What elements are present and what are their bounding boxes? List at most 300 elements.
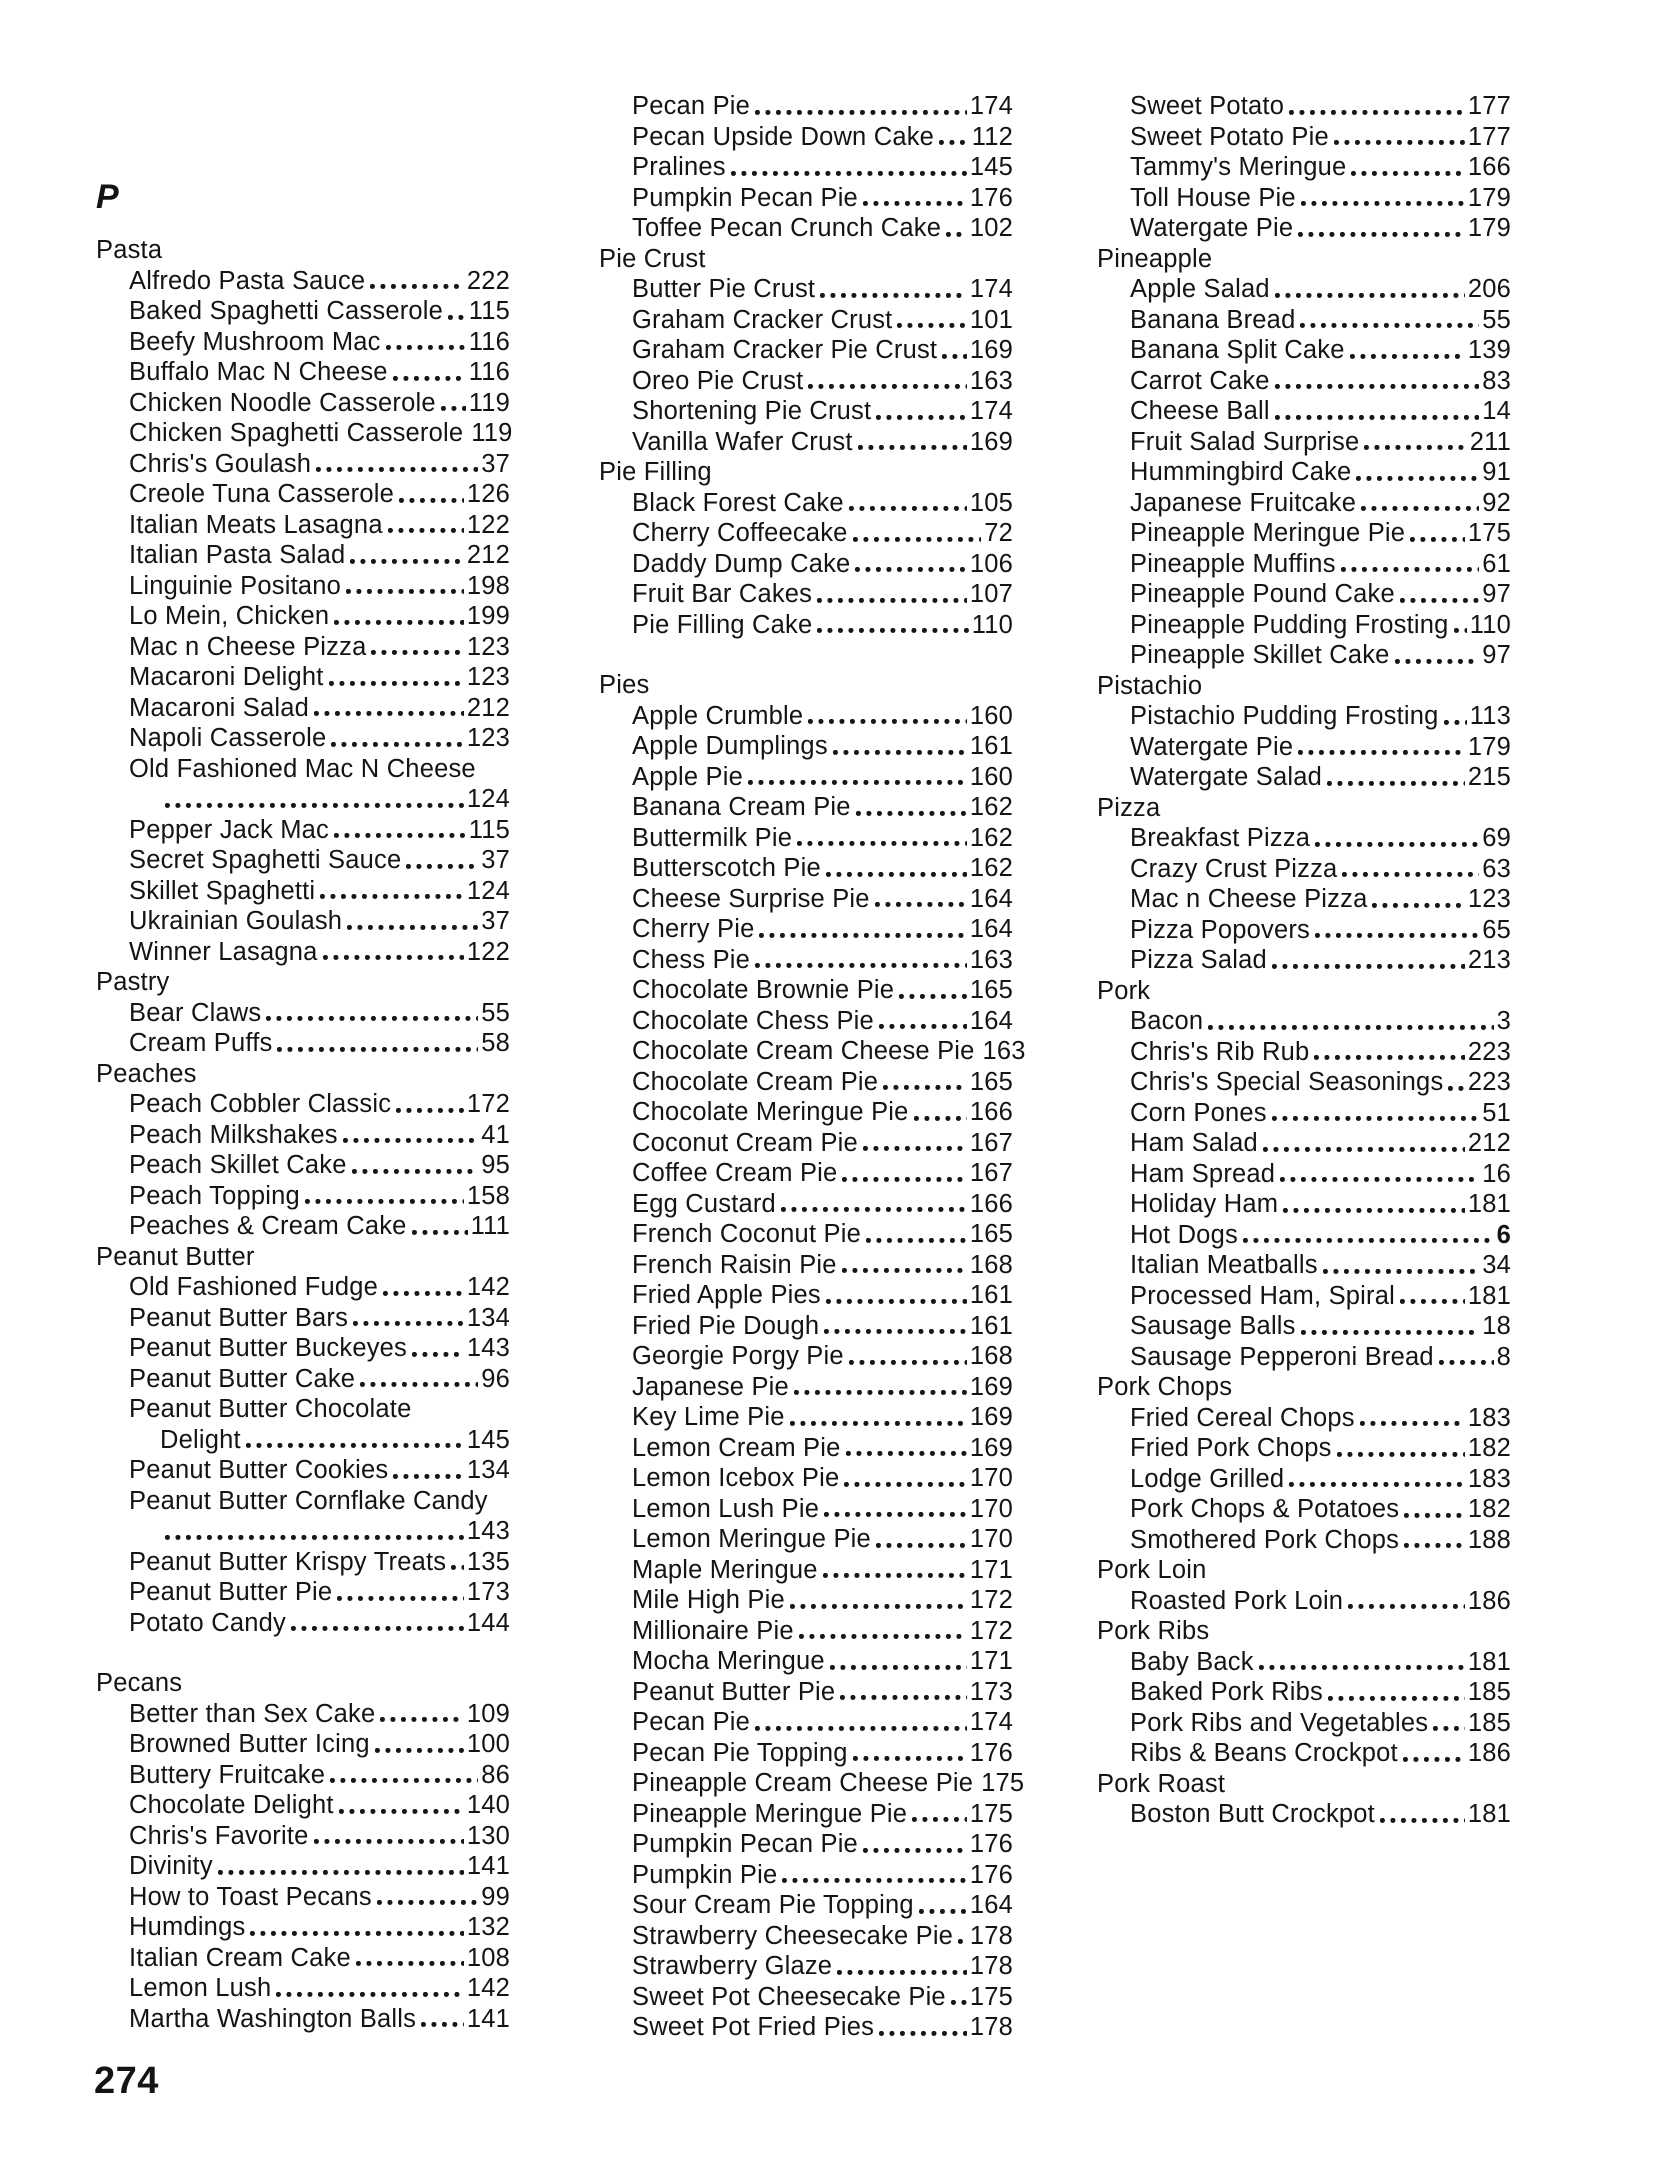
entry-page-number: 55: [1482, 305, 1511, 334]
entry-title: Banana Split Cake: [1130, 336, 1345, 364]
index-entry: [96, 1882, 510, 1913]
dot-leader: [1301, 201, 1465, 207]
index-entry: [1097, 945, 1511, 976]
entry-title: Linguinie Positano: [129, 571, 342, 600]
entry-title: Cream Puffs: [129, 1029, 273, 1057]
index-entry: [96, 876, 510, 907]
entry-title: Lemon Icebox Pie: [632, 1464, 840, 1492]
dot-leader: [329, 681, 464, 687]
dot-leader: [844, 1482, 967, 1488]
dot-leader: [441, 406, 466, 412]
entry-page-number: 124: [466, 876, 510, 905]
entry-page-number: 179: [1467, 214, 1511, 242]
dot-leader: [1243, 1238, 1494, 1244]
index-entry: [599, 1799, 1013, 1830]
entry-page-number: 91: [1482, 458, 1511, 486]
index-entry: [599, 914, 1013, 945]
dot-leader: [291, 1626, 464, 1632]
entry-title: Pineapple Pound Cake: [1130, 580, 1395, 608]
entry-page-number: 14: [1482, 397, 1511, 425]
entry-page-number: 176: [969, 183, 1013, 212]
entry-page-number: 109: [466, 1699, 510, 1728]
dot-leader: [305, 1199, 464, 1205]
index-entry: [1097, 1647, 1511, 1678]
dot-leader: [1350, 354, 1465, 360]
entry-page-number: 130: [466, 1821, 510, 1850]
entry-title: Lodge Grilled: [1130, 1464, 1285, 1493]
index-entry: [96, 540, 510, 571]
entry-title: Winner Lasagna: [129, 937, 318, 966]
entry-title: Banana Bread: [1130, 305, 1296, 334]
dot-leader: [250, 1931, 463, 1937]
entry-page-number: 212: [466, 693, 510, 722]
dot-leader: [849, 506, 967, 512]
dot-leader: [830, 1665, 967, 1671]
dot-leader: [942, 354, 967, 360]
entry-page-number: 92: [1482, 488, 1511, 517]
index-entry: [1097, 1525, 1511, 1556]
entry-page-number: 175: [981, 1769, 1025, 1797]
page-number: 274: [94, 2060, 159, 2102]
index-entry: [1097, 1494, 1511, 1525]
index-column-2: [599, 91, 1026, 2043]
entry-page-number: 172: [969, 1616, 1013, 1645]
dot-leader: [314, 1839, 464, 1845]
entry-title: Napoli Casserole: [129, 724, 327, 752]
entry-title: Chicken Noodle Casserole: [129, 388, 436, 417]
index-entry: [1097, 1098, 1511, 1129]
entry-title: Pecan Pie: [632, 92, 751, 120]
dot-leader: [914, 1116, 967, 1122]
entry-title: Sausage Balls: [1130, 1312, 1296, 1340]
dot-leader: [863, 1848, 967, 1854]
dot-leader: [858, 445, 967, 451]
dot-leader: [1403, 1757, 1465, 1763]
section-heading: Pastry: [96, 968, 170, 996]
index-entry: [1097, 610, 1511, 641]
entry-page-number: 119: [468, 388, 510, 417]
dot-leader: [1289, 1482, 1465, 1488]
entry-page-number: 171: [969, 1647, 1013, 1675]
entry-page-number: 177: [1467, 122, 1511, 151]
entry-title: Pizza Popovers: [1130, 915, 1310, 944]
index-entry: [96, 1120, 510, 1151]
index-entry: [96, 1089, 510, 1120]
index-section-pasta: [96, 235, 513, 967]
dot-leader: [334, 620, 464, 626]
index-entry: [599, 1646, 1013, 1677]
dot-leader: [277, 1047, 478, 1053]
index-entry: [599, 427, 1013, 458]
entry-page-number: 170: [969, 1464, 1013, 1492]
index-entry: [1097, 762, 1511, 793]
section-heading: Pork Roast: [1097, 1769, 1226, 1798]
entry-page-number: 177: [1467, 92, 1511, 120]
entry-page-number: 175: [969, 1799, 1013, 1828]
dot-leader: [837, 1970, 967, 1976]
index-entry: [599, 1829, 1013, 1860]
dot-leader: [343, 1138, 479, 1144]
entry-page-number: 6: [1496, 1220, 1511, 1249]
entry-title: Cherry Pie: [632, 915, 755, 943]
entry-title: Italian Meats Lasagna: [129, 510, 383, 539]
index-section-pastry: [96, 967, 510, 1059]
section-heading: Pork Ribs: [1097, 1617, 1210, 1645]
entry-page-number: 123: [466, 663, 510, 691]
entry-page-number: 140: [466, 1791, 510, 1819]
dot-leader: [352, 1169, 479, 1175]
entry-title: Peanut Butter Pie: [632, 1677, 836, 1706]
entry-title: Sweet Pot Fried Pies: [632, 2013, 875, 2041]
index-column-1: [96, 91, 513, 2034]
entry-title: Macaroni Salad: [129, 693, 309, 722]
entry-page-number: 169: [969, 1372, 1013, 1401]
index-entry: [1097, 152, 1511, 183]
section-heading: Pie Filling: [599, 458, 712, 486]
index-entry: [599, 1341, 1013, 1372]
section-heading: Pork Loin: [1097, 1556, 1207, 1584]
dot-leader: [1433, 1726, 1465, 1732]
index-entry: [96, 1608, 510, 1639]
dot-leader: [246, 1443, 464, 1449]
entry-page-number: 169: [969, 427, 1013, 456]
dot-leader: [946, 232, 967, 238]
index-entry: [599, 1372, 1013, 1403]
entry-title: Peach Cobbler Classic: [129, 1090, 392, 1118]
index-section-pecans: [96, 1668, 510, 2034]
dot-leader: [808, 384, 966, 390]
entry-page-number: 165: [969, 1067, 1013, 1096]
index-entry: [1097, 1342, 1511, 1373]
dot-leader: [330, 1778, 478, 1784]
entry-page-number: 122: [466, 937, 510, 966]
entry-title: Apple Salad: [1130, 275, 1270, 303]
entry-title: Chocolate Brownie Pie: [632, 976, 895, 1004]
entry-title: Pecan Pie: [632, 1708, 751, 1736]
entry-page-number: 173: [466, 1578, 510, 1606]
index-entry: [599, 1219, 1013, 1250]
entry-page-number: 135: [466, 1547, 510, 1576]
entry-title: Peanut Butter Pie: [129, 1578, 333, 1606]
index-entry: [1097, 396, 1511, 427]
index-entry: [1097, 854, 1511, 885]
dot-leader: [1315, 933, 1479, 939]
entry-title: Boston Butt Crockpot: [1130, 1800, 1375, 1828]
dot-leader: [1327, 781, 1465, 787]
dot-leader: [1361, 506, 1479, 512]
entry-title: Lemon Lush: [129, 1974, 272, 2002]
entry-page-number: 173: [969, 1677, 1013, 1706]
index-entry: [599, 366, 1013, 397]
entry-page-number: 164: [969, 1891, 1013, 1919]
section-heading: Peanut Butter: [96, 1242, 255, 1271]
entry-title: Fried Pie Dough: [632, 1311, 820, 1340]
index-entry: [1097, 1250, 1511, 1281]
entry-page-number: 166: [969, 1189, 1013, 1218]
entry-page-number: 113: [1469, 702, 1511, 730]
index-entry: [1097, 1799, 1511, 1830]
index-entry: [96, 1547, 510, 1578]
entry-page-number: 134: [466, 1456, 510, 1484]
index-entry: [599, 1250, 1013, 1281]
entry-title: Pineapple Skillet Cake: [1130, 641, 1390, 669]
entry-page-number: 182: [1467, 1434, 1511, 1462]
entry-title: Breakfast Pizza: [1130, 824, 1311, 852]
entry-page-number: 96: [481, 1364, 510, 1393]
dot-leader: [790, 1604, 967, 1610]
entry-title: Banana Cream Pie: [632, 793, 851, 821]
dot-leader: [1364, 445, 1466, 451]
entry-page-number: 161: [969, 1281, 1013, 1309]
dot-leader: [347, 925, 478, 931]
index-entry: [599, 1738, 1013, 1769]
dot-leader: [323, 955, 464, 961]
dot-leader: [451, 1565, 464, 1571]
index-entry: [599, 1036, 1026, 1067]
dot-leader: [1404, 1513, 1465, 1519]
entry-title: Pepper Jack Mac: [129, 815, 330, 844]
entry-page-number: 69: [1482, 824, 1511, 852]
index-entry: [96, 1760, 510, 1791]
entry-page-number: 186: [1467, 1739, 1511, 1767]
dot-leader: [1283, 1208, 1465, 1214]
entry-title: Graham Cracker Pie Crust: [632, 336, 938, 364]
index-section-pork-ribs: [1097, 1616, 1511, 1769]
index-entry: [96, 1577, 510, 1608]
entry-page-number: 176: [969, 1860, 1013, 1889]
dot-leader: [316, 467, 478, 473]
dot-leader: [346, 589, 464, 595]
entry-page-number: 97: [1482, 641, 1511, 669]
entry-title: Japanese Pie: [632, 1372, 789, 1401]
entry-title: Pineapple Meringue Pie: [1130, 519, 1406, 547]
index-entry: [599, 1555, 1013, 1586]
index-section-continued: [1097, 91, 1511, 244]
index-entry: [1097, 305, 1511, 336]
index-entry: [599, 762, 1013, 793]
dot-leader: [218, 1870, 464, 1876]
entry-title: Chess Pie: [632, 945, 751, 974]
entry-title: Toll House Pie: [1130, 183, 1296, 212]
index-entry: [96, 418, 513, 449]
dot-leader: [1328, 1696, 1465, 1702]
entry-title: Lemon Cream Pie: [632, 1433, 841, 1462]
entry-title: Pumpkin Pecan Pie: [632, 1830, 858, 1858]
index-entry: [1097, 1311, 1511, 1342]
entry-page-number: 168: [969, 1250, 1013, 1279]
entry-title: Peanut Butter Cornflake Candy: [129, 1486, 488, 1515]
entry-page-number: 174: [969, 275, 1013, 303]
entry-page-number: 188: [1467, 1525, 1511, 1554]
dot-leader: [1275, 415, 1480, 421]
index-section-pie-filling: [599, 457, 1013, 640]
dot-leader: [840, 1695, 967, 1701]
entry-page-number: 182: [1467, 1495, 1511, 1523]
index-entry: [599, 945, 1013, 976]
entry-page-number: 181: [1467, 1800, 1511, 1828]
dot-leader: [1351, 171, 1464, 177]
index-entry: [96, 357, 510, 388]
dot-leader: [353, 1321, 464, 1327]
entry-title: Secret Spaghetti Sauce: [129, 846, 402, 874]
index-entry: [599, 2012, 1013, 2043]
index-entry: [599, 1616, 1013, 1647]
index-entry: [599, 1067, 1013, 1098]
index-entry: [96, 1211, 510, 1242]
dot-leader: [958, 1939, 967, 1945]
entry-page-number: 110: [971, 610, 1013, 639]
entry-title: Peach Skillet Cake: [129, 1151, 347, 1179]
entry-title: Shortening Pie Crust: [632, 397, 872, 425]
entry-title: Coffee Cream Pie: [632, 1159, 838, 1187]
dot-leader: [1341, 567, 1480, 573]
dot-leader: [1334, 140, 1465, 146]
entry-title: Cheese Ball: [1130, 397, 1270, 425]
index-entry: [96, 449, 510, 480]
entry-title: Fried Cereal Chops: [1130, 1403, 1355, 1432]
dot-leader: [393, 1474, 463, 1480]
entry-title: Peach Topping: [129, 1181, 300, 1210]
entry-title: Strawberry Glaze: [632, 1952, 833, 1980]
entry-title: Watergate Salad: [1130, 763, 1322, 791]
entry-title: Peanut Butter Buckeyes: [129, 1334, 407, 1362]
index-entry: [599, 122, 1013, 153]
entry-title: Macaroni Delight: [129, 663, 324, 691]
entry-title: Bacon: [1130, 1007, 1204, 1035]
index-entry: [599, 1768, 1025, 1799]
entry-page-number: 101: [969, 305, 1013, 334]
index-entry: [96, 693, 510, 724]
entry-title: Holiday Ham: [1130, 1190, 1279, 1218]
index-entry: [1097, 518, 1511, 549]
entry-page-number: 160: [969, 701, 1013, 730]
dot-leader: [897, 323, 966, 329]
entry-page-number: 106: [969, 549, 1013, 578]
entry-title: Japanese Fruitcake: [1130, 488, 1357, 517]
dot-leader: [853, 537, 982, 543]
entry-title: Martha Washington Balls: [129, 2004, 417, 2033]
dot-leader: [879, 2031, 967, 2037]
dot-leader: [406, 864, 478, 870]
index-entry: [599, 823, 1013, 854]
dot-leader: [1323, 1269, 1480, 1275]
index-section-pork-loin: [1097, 1555, 1511, 1616]
index-entry: [96, 510, 510, 541]
entry-page-number: 99: [481, 1882, 510, 1911]
index-entry: [599, 1189, 1013, 1220]
entry-title: Baby Back: [1130, 1647, 1254, 1676]
entry-page-number: 72: [984, 519, 1013, 547]
entry-page-number: 186: [1467, 1586, 1511, 1615]
entry-title: Old Fashioned Mac N Cheese: [129, 754, 476, 783]
index-entry: [599, 1433, 1013, 1464]
dot-leader: [377, 1900, 478, 1906]
entry-title: Italian Meatballs: [1130, 1251, 1318, 1279]
index-entry: [599, 213, 1013, 244]
dot-leader: [912, 1817, 967, 1823]
entry-title: Roasted Pork Loin: [1130, 1586, 1344, 1615]
entry-title: Egg Custard: [632, 1189, 776, 1218]
index-entry-continuation: [96, 784, 510, 815]
dot-leader: [863, 201, 967, 207]
dot-leader: [1208, 1025, 1493, 1031]
dot-leader: [875, 902, 967, 908]
index-entry: [96, 1729, 510, 1760]
entry-page-number: 174: [969, 1708, 1013, 1736]
entry-page-number: 162: [969, 854, 1013, 882]
index-entry: [96, 662, 510, 693]
dot-leader: [1280, 1177, 1479, 1183]
dot-leader: [360, 1382, 478, 1388]
entry-title: Chris's Goulash: [129, 449, 312, 478]
dot-leader: [919, 1909, 967, 1915]
entry-title: Potato Candy: [129, 1608, 286, 1637]
entry-page-number: 179: [1467, 183, 1511, 212]
dot-leader: [842, 1268, 967, 1274]
entry-title-continuation: Delight: [160, 1425, 241, 1454]
dot-leader: [842, 1177, 966, 1183]
entry-page-number: 160: [969, 762, 1013, 791]
entry-title: Old Fashioned Fudge: [129, 1273, 379, 1301]
entry-title: Beefy Mushroom Mac: [129, 327, 381, 356]
entry-title: Cheese Surprise Pie: [632, 884, 870, 913]
index-section-continued: [599, 91, 1013, 244]
entry-page-number: 181: [1467, 1190, 1511, 1218]
entry-title: Peach Milkshakes: [129, 1120, 338, 1149]
dot-leader: [1275, 384, 1480, 390]
entry-page-number: 166: [1467, 153, 1511, 181]
index-entry: [96, 632, 510, 663]
entry-title: Chocolate Cream Pie: [632, 1067, 879, 1096]
dot-leader: [824, 1512, 967, 1518]
entry-page-number: 116: [468, 327, 510, 356]
entry-page-number: 206: [1467, 275, 1511, 303]
index-entry: [599, 1524, 1013, 1555]
entry-title: Pistachio Pudding Frosting: [1130, 702, 1439, 730]
entry-page-number: 172: [466, 1090, 510, 1118]
index-entry: [599, 549, 1013, 580]
entry-title: Watergate Pie: [1130, 214, 1294, 242]
entry-page-number: 223: [1467, 1037, 1511, 1066]
entry-page-number: 61: [1482, 549, 1511, 578]
dot-leader: [951, 2000, 967, 2006]
entry-title: Coconut Cream Pie: [632, 1128, 858, 1157]
index-entry: [96, 388, 510, 419]
entry-title: Italian Cream Cake: [129, 1943, 351, 1972]
entry-page-number: 178: [969, 1921, 1013, 1950]
dot-leader: [755, 963, 967, 969]
index-entry-continuation: [96, 1425, 510, 1456]
index-entry: [1097, 1281, 1511, 1312]
dot-leader: [1444, 720, 1467, 726]
index-entry: [599, 1982, 1013, 2013]
index-entry: [1097, 884, 1511, 915]
entry-title: Cherry Coffeecake: [632, 519, 848, 547]
index-entry: [599, 1463, 1013, 1494]
entry-title: Millionaire Pie: [632, 1616, 794, 1645]
index-section-pie-crust: [599, 244, 1013, 458]
index-entry: [1097, 1433, 1511, 1464]
entry-title: Sweet Potato: [1130, 92, 1285, 120]
dot-leader: [1410, 537, 1465, 543]
entry-title: Buttermilk Pie: [632, 823, 793, 852]
index-entry: [1097, 640, 1511, 671]
section-heading: Pie Crust: [599, 244, 706, 273]
index-entry: [599, 183, 1013, 214]
dot-leader: [1400, 1299, 1465, 1305]
entry-title: Tammy's Meringue: [1130, 153, 1347, 181]
dot-leader: [1337, 1452, 1465, 1458]
